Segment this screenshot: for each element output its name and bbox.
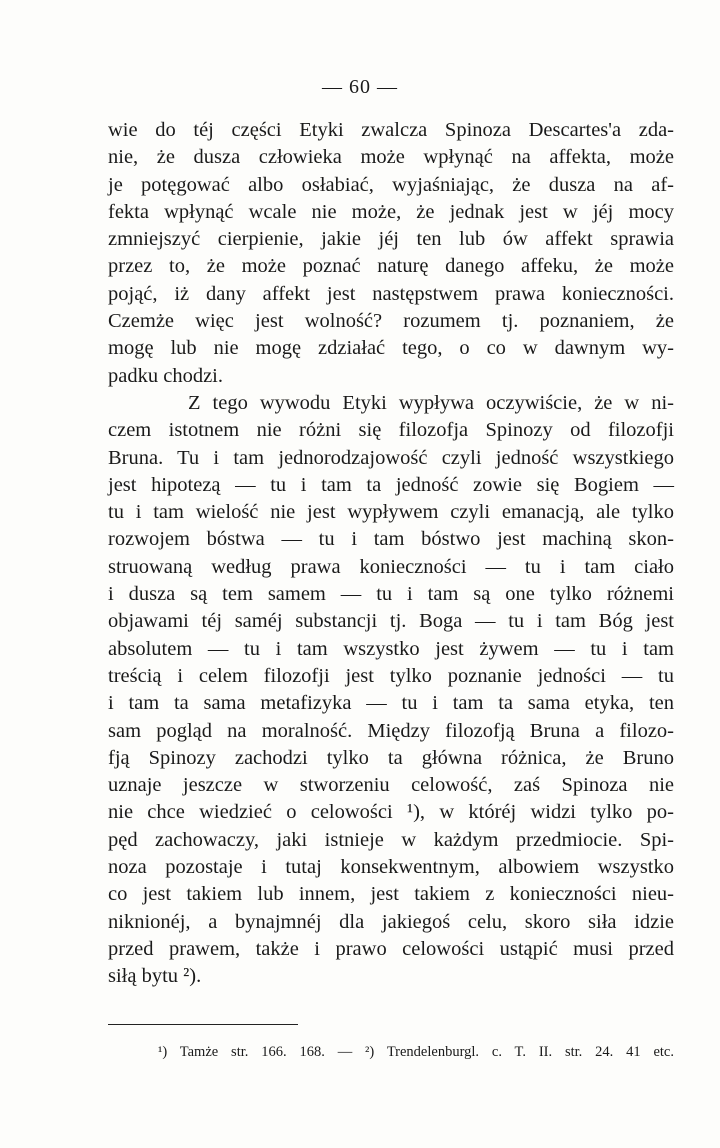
text-line: treścią i celem filozofji jest tylko poznanie jedności — tu [108, 664, 674, 687]
footnote-separator [108, 1024, 298, 1025]
text-line: fją Spinozy zachodzi tylko ta główna różnica, że Bruno [108, 746, 674, 769]
paragraph-first-line: Z tego wywodu Etyki wypływa oczywiście, że w ni- [188, 391, 674, 414]
text-line: struowaną według prawa konieczności — tu i tam ciało [108, 555, 674, 578]
text-line: mogę lub nie mogę zdziałać tego, o co w dawnym wy- [108, 337, 674, 360]
text-line: przez to, że może poznać naturę danego affeku, że może [108, 255, 674, 278]
text-line: fekta wpłynąć wcale nie może, że jednak jest w jéj mocy [108, 200, 674, 223]
text-line: tu i tam wielość nie jest wypływem czyli emanacją, ale tylko [108, 501, 674, 524]
text-line: i dusza są tem samem — tu i tam są one tylko różnemi [108, 583, 674, 606]
text-line: Czemże więc jest wolność? rozumem tj. poznaniem, że [108, 310, 674, 333]
text-line: wie do téj części Etyki zwalcza Spinoza Descartes'a zda- [108, 119, 674, 141]
body-text [108, 117, 674, 991]
text-line: Bruna. Tu i tam jednorodzajowość czyli jedność wszystkiego [108, 446, 674, 469]
text-line: jest hipotezą — tu i tam ta jedność zowie się Bogiem — [108, 473, 674, 496]
page-number: — 60 — [322, 76, 398, 98]
text-line: pęd zachowaczy, jaki istnieje w każdym przedmiocie. Spi- [108, 828, 674, 851]
text-line: sam pogląd na moralność. Między filozofją Bruna a filozo- [108, 719, 674, 742]
text-line: nie, że dusza człowieka może wpłynąć na affekta, może [108, 146, 674, 169]
text-line: przed prawem, także i prawo celowości ustąpić musi przed [108, 937, 674, 960]
text-line: co jest takiem lub innem, jest takiem z konieczności nieu- [108, 883, 674, 906]
text-line: rozwojem bóstwa — tu i tam bóstwo jest machiną skon- [108, 528, 674, 551]
text-line: pojąć, iż dany affekt jest następstwem prawa konieczności. [108, 282, 674, 305]
text-line: padku chodzi. [108, 364, 223, 387]
text-line: objawami téj saméj substancji tj. Boga — tu i tam Bóg jest [108, 610, 674, 633]
text-line: je potęgować albo osłabiać, wyjaśniając, że dusza na af- [108, 173, 674, 196]
text-line: zmniejszyć cierpienie, jakie jéj ten lub ów affekt sprawia [108, 228, 674, 251]
text-line: niknionéj, a bynajmnéj dla jakiegoś celu, skoro siła idzie [108, 910, 674, 933]
text-line: absolutem — tu i tam wszystko jest żywem — tu i tam [108, 637, 674, 660]
text-line: siłą bytu ²). [108, 965, 202, 988]
text-line: i tam ta sama metafizyka — tu i tam ta sama etyka, ten [108, 692, 674, 715]
text-line: czem istotnem nie różni się filozofja Spinozy od filozofji [108, 419, 674, 442]
text-line: noza pozostaje i tutaj konsekwentnym, albowiem wszystko [108, 856, 674, 879]
text-line: uznaje jeszcze w stworzeniu celowość, zaś Spinoza nie [108, 774, 674, 797]
text-line: nie chce wiedzieć o celowości ¹), w któréj widzi tylko po- [108, 801, 674, 824]
footnote: ¹) Tamże str. 166. 168. — ²) Trendelenburgl. c. T. II. str. 24. 41 etc. [158, 1044, 674, 1060]
